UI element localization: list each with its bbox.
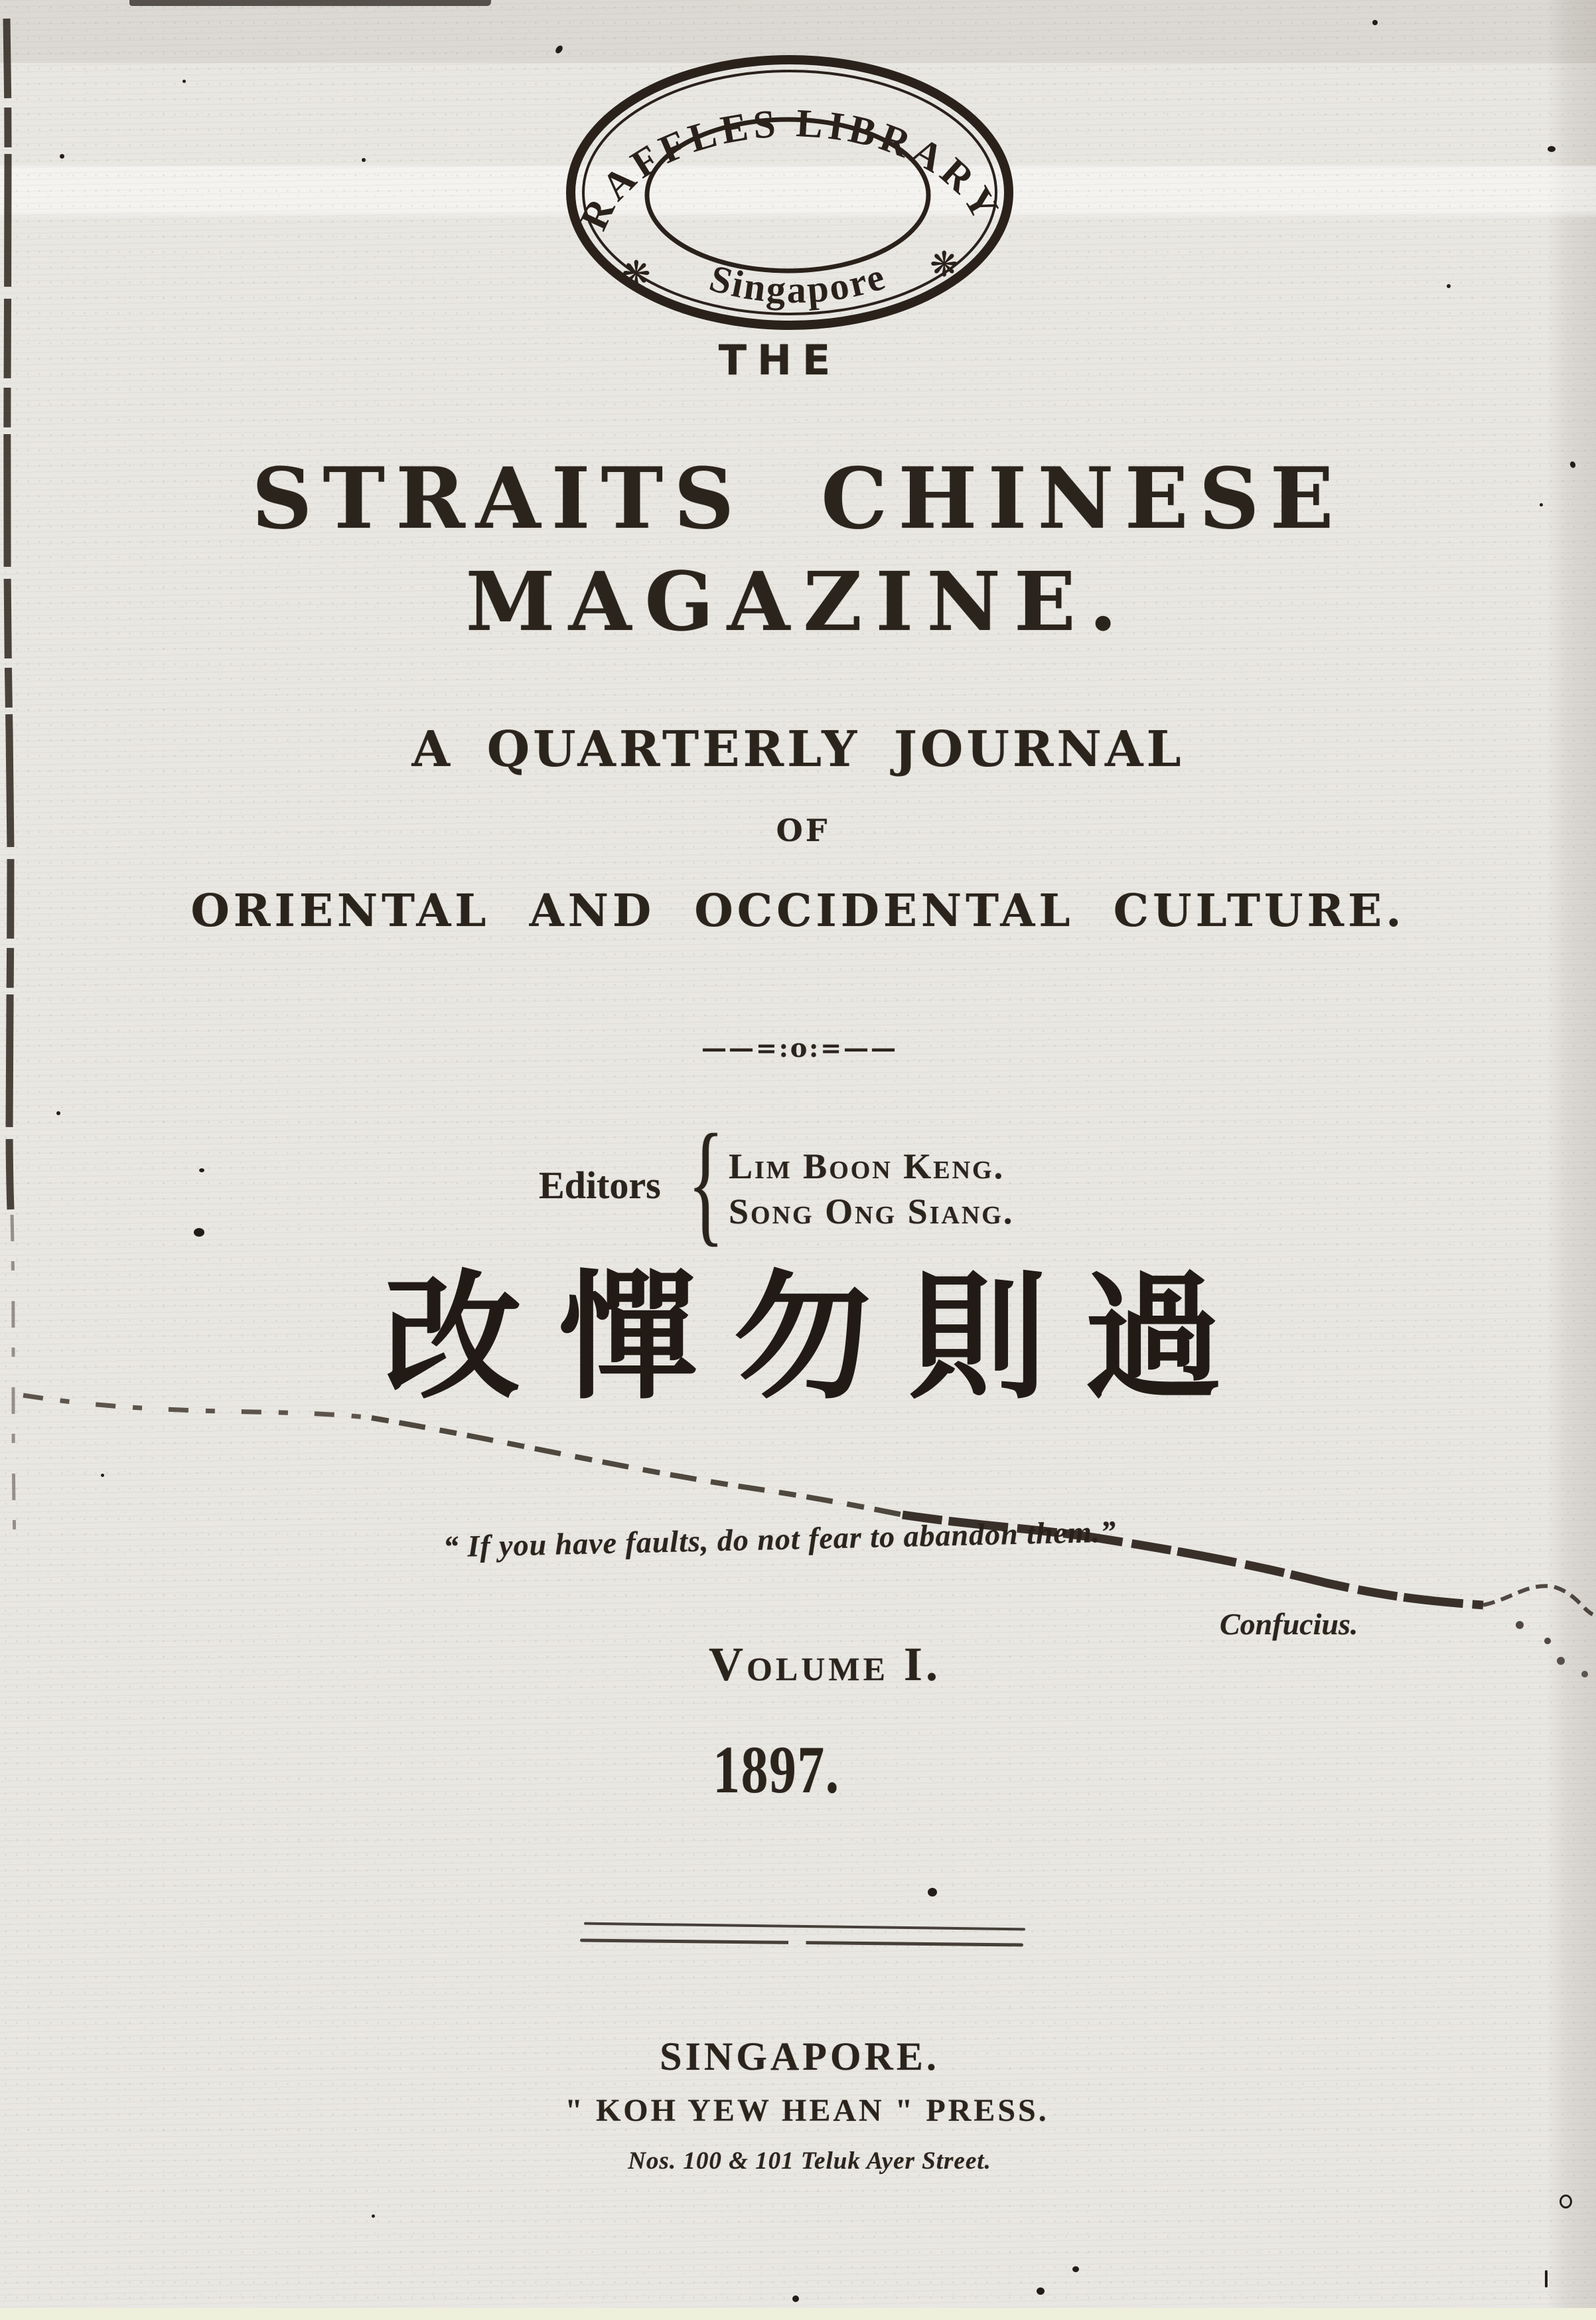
- ink-speck: [194, 1228, 204, 1237]
- editor-name-2: Song Ong Siang.: [729, 1192, 1015, 1231]
- ink-speck: [372, 2214, 375, 2218]
- ink-speck: [60, 154, 64, 159]
- subtitle-of: OF: [776, 812, 830, 848]
- ink-speck: [1545, 2270, 1548, 2287]
- editor-name-1: Lim Boon Keng.: [729, 1146, 1005, 1186]
- ornament-divider: ——=:o:=——: [701, 1033, 899, 1063]
- quote-attribution: Confucius.: [1220, 1607, 1358, 1641]
- imprint-city: SINGAPORE.: [660, 2035, 940, 2078]
- imprint-press: " KOH YEW HEAN " PRESS.: [565, 2093, 1049, 2128]
- ink-speck: [56, 1111, 60, 1115]
- confucius-quote: “ If you have faults, do not fear to abandon them.”: [443, 1514, 1117, 1564]
- top-edge-smear: [129, 0, 491, 6]
- chinese-motto: 改憚勿則過: [383, 1258, 1260, 1419]
- year-label: 1897.: [713, 1733, 840, 1808]
- ink-speck: [1560, 2195, 1572, 2208]
- ink-speck: [362, 158, 366, 162]
- ink-speck: [182, 80, 186, 83]
- stamp-arc-top-text: RAFFLES LIBRARY: [571, 101, 1010, 237]
- subtitle-line1: A QUARTERLY JOURNAL: [411, 721, 1185, 778]
- ink-speck: [1072, 2266, 1079, 2272]
- ink-speck: [101, 1474, 104, 1477]
- stamp-arc-bottom-text: Singapore: [705, 254, 892, 311]
- imprint-address: Nos. 100 & 101 Teluk Ayer Street.: [628, 2147, 991, 2175]
- magazine-title-line1: STRAITS CHINESE: [252, 449, 1344, 548]
- ink-speck: [792, 2295, 799, 2302]
- editors-label: Editors: [539, 1164, 661, 1207]
- ink-speck: [928, 1888, 937, 1896]
- stamp-right-clover-icon: ❋: [930, 245, 959, 285]
- ink-speck: [199, 1168, 204, 1172]
- masthead-article: THE: [718, 336, 841, 384]
- ink-speck: [1447, 284, 1451, 288]
- ink-speck: [1540, 503, 1543, 506]
- subtitle-line2: ORIENTAL AND OCCIDENTAL CULTURE.: [190, 884, 1406, 937]
- ink-speck: [1037, 2287, 1045, 2295]
- editors-brace: {: [688, 1106, 725, 1259]
- ink-speck: [1372, 20, 1378, 25]
- stamp-left-clover-icon: ❋: [622, 254, 651, 294]
- volume-label: Volume I.: [709, 1638, 941, 1691]
- bottom-scan-strip: [0, 2308, 1596, 2320]
- magazine-title-line2: MAGAZINE.: [465, 554, 1131, 649]
- ink-speck: [1548, 146, 1556, 152]
